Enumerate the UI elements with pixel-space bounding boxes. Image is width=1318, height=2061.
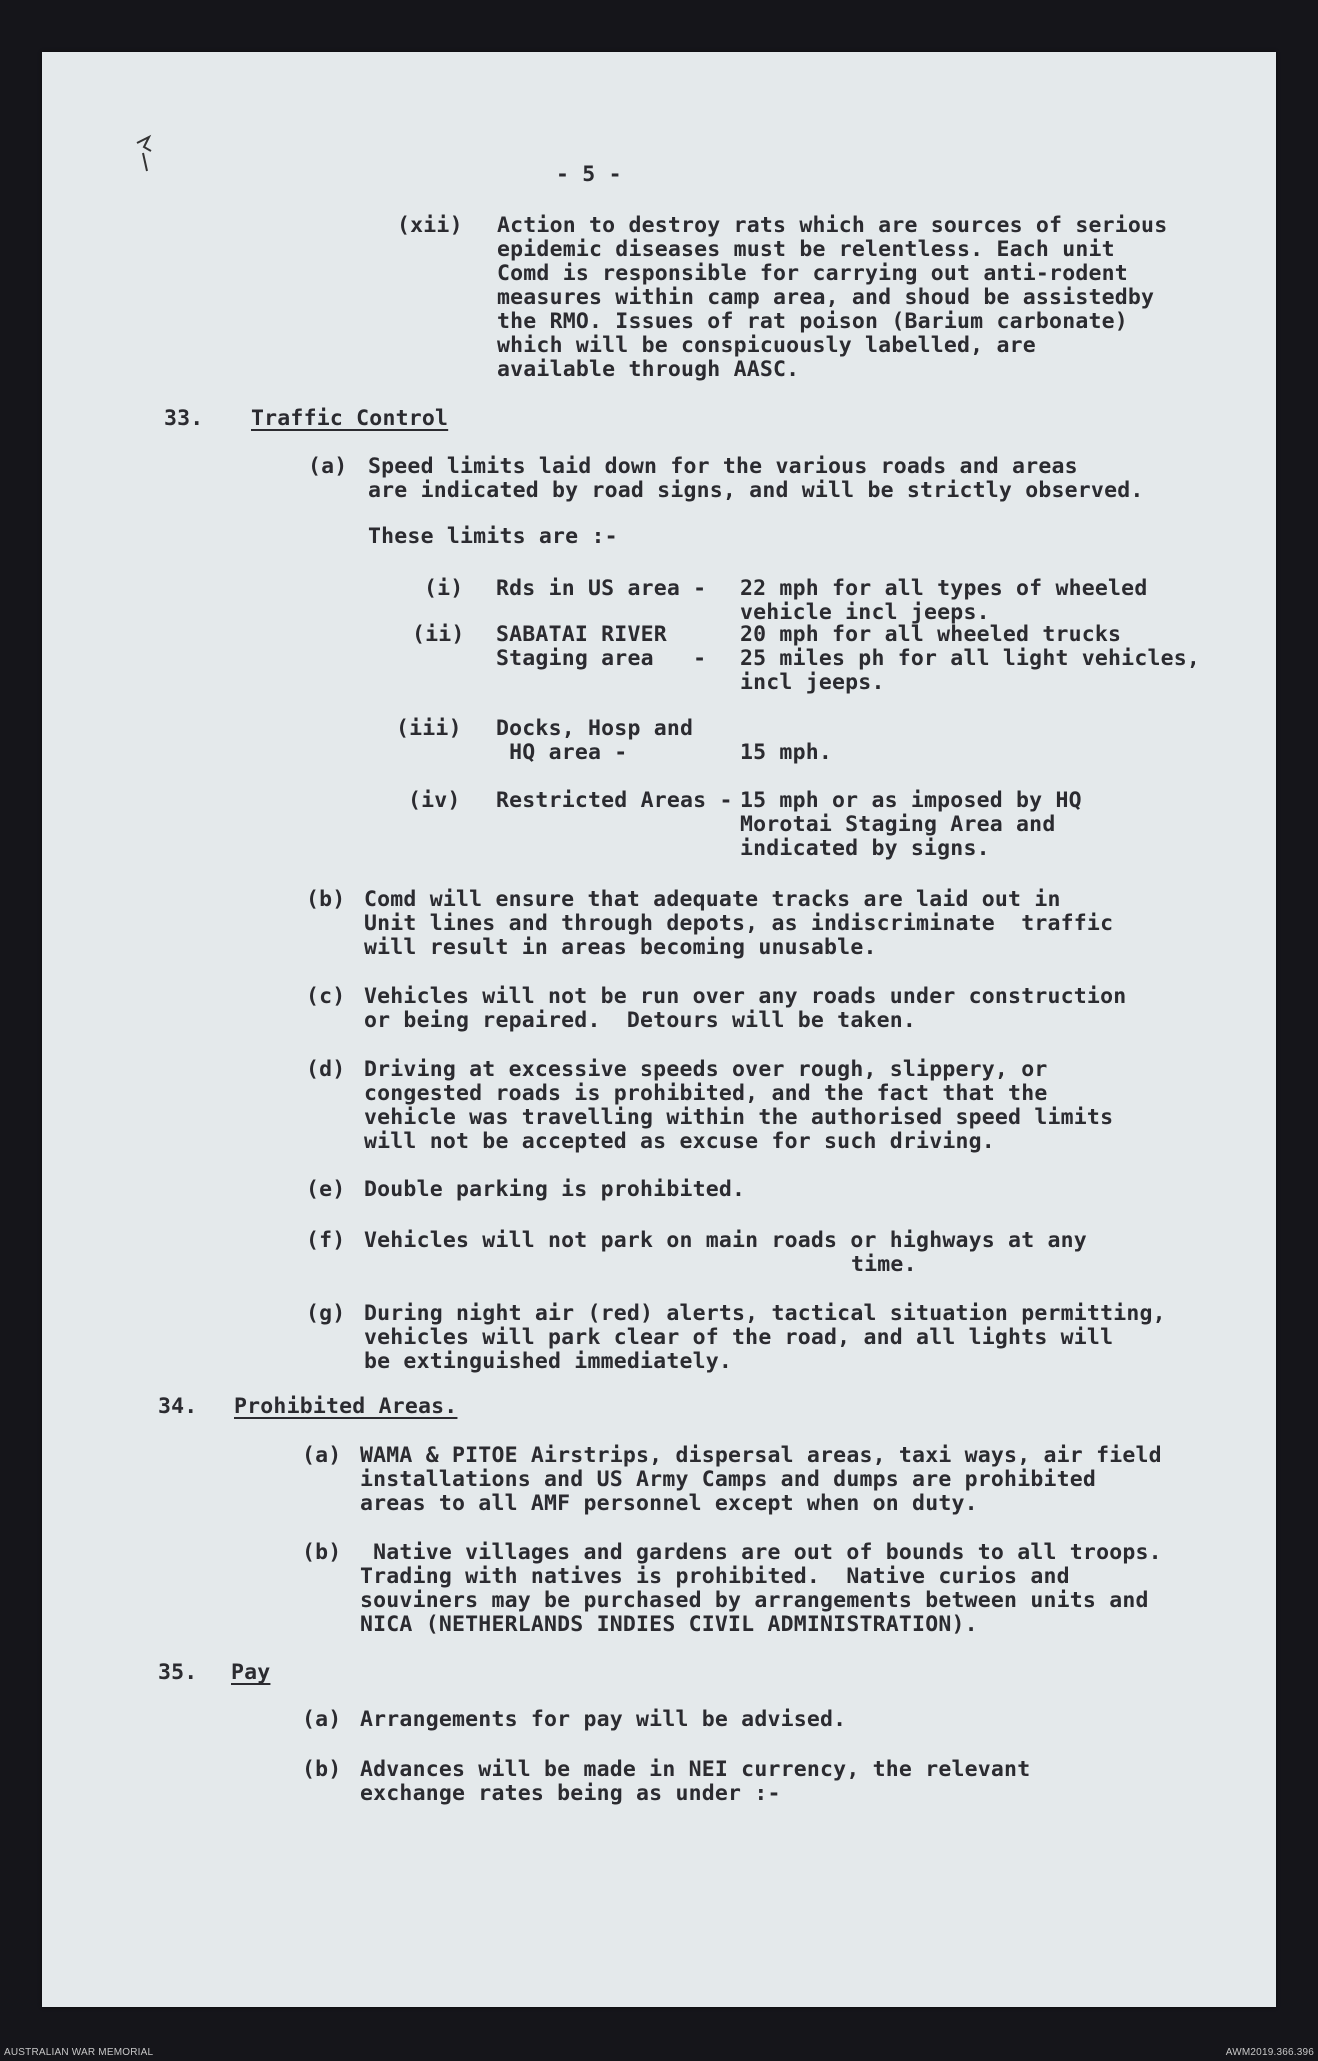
item-33d-line: will not be accepted as excuse for such driving. [364, 1129, 995, 1154]
item-34b-line: Native villages and gardens are out of bounds to all troops. [360, 1540, 1162, 1565]
ink-mark [135, 133, 153, 173]
item-34a-line: areas to all AMF personnel except when on duty. [360, 1491, 978, 1516]
item-34b-label: (b) [302, 1540, 342, 1565]
item-33a-line: Speed limits laid down for the various roads and areas [368, 454, 1078, 479]
section-34-heading: Prohibited Areas. [234, 1394, 458, 1419]
item-33e-label: (e) [306, 1177, 346, 1202]
limit-i-text: vehicle incl jeeps. [740, 600, 990, 625]
item-33b-line: Unit lines and through depots, as indiscriminate traffic [364, 911, 1114, 936]
item-xii-line: epidemic diseases must be relentless. Each unit [497, 237, 1115, 262]
item-35b-line: exchange rates being as under :- [360, 1781, 781, 1806]
limit-iii-text: 15 mph. [740, 740, 833, 765]
section-33-heading: Traffic Control [251, 406, 449, 431]
item-xii-line: Comd is responsible for carrying out anti-rodent [497, 261, 1128, 286]
item-33d-line: Driving at excessive speeds over rough, slippery, or [364, 1057, 1048, 1082]
page-number: - 5 - [556, 162, 622, 187]
limit-iv-area: Restricted Areas - [496, 788, 733, 813]
item-34a-line: WAMA & PITOE Airstrips, dispersal areas, taxi ways, air field [360, 1443, 1162, 1468]
limit-ii-text: incl jeeps. [740, 670, 885, 695]
limit-ii-label: (ii) [412, 622, 465, 647]
item-34b-line: Trading with natives is prohibited. Native curios and [360, 1564, 1070, 1589]
item-33d-line: congested roads is prohibited, and the fact that the [364, 1081, 1048, 1106]
item-xii-line: which will be conspicuously labelled, are [497, 333, 1036, 358]
item-34b-line: NICA (NETHERLANDS INDIES CIVIL ADMINISTRATION). [360, 1612, 978, 1637]
limit-ii-area: Staging area - [496, 646, 707, 671]
item-33f-line: Vehicles will not park on main roads or highways at any [364, 1228, 1087, 1253]
item-35a-text: Arrangements for pay will be advised. [360, 1707, 847, 1732]
item-33g-line: During night air (red) alerts, tactical situation permitting, [364, 1301, 1166, 1326]
limit-iv-label: (iv) [408, 788, 461, 813]
item-33d-line: vehicle was travelling within the authorised speed limits [364, 1105, 1114, 1130]
limit-iii-area: Docks, Hosp and [496, 716, 694, 741]
item-xii-line: the RMO. Issues of rat poison (Barium carbonate) [497, 309, 1128, 334]
limit-iv-text: 15 mph or as imposed by HQ [740, 788, 1082, 813]
limit-ii-area: SABATAI RIVER [496, 622, 667, 647]
section-35-heading: Pay [231, 1660, 271, 1685]
item-33g-line: be extinguished immediately. [364, 1349, 733, 1374]
item-35b-label: (b) [302, 1757, 342, 1782]
section-33-number: 33. [164, 406, 204, 431]
footer-institution: AUSTRALIAN WAR MEMORIAL [4, 2047, 154, 2058]
limit-iv-text: Morotai Staging Area and [740, 812, 1056, 837]
item-34a-label: (a) [302, 1443, 342, 1468]
item-33f-line: time. [851, 1252, 917, 1277]
item-33a-label: (a) [308, 454, 348, 479]
item-34b-line: souviners may be purchased by arrangements between units and [360, 1588, 1149, 1613]
limit-ii-text: 25 miles ph for all light vehicles, [740, 646, 1201, 671]
limit-i-text: 22 mph for all types of wheeled [740, 576, 1148, 601]
item-33a-line: are indicated by road signs, and will be strictly observed. [368, 478, 1144, 503]
limits-intro: These limits are :- [368, 524, 618, 549]
item-xii-line: measures within camp area, and shoud be assistedby [497, 285, 1155, 310]
item-34a-line: installations and US Army Camps and dumps are prohibited [360, 1467, 1097, 1492]
section-35-number: 35. [158, 1660, 198, 1685]
item-33c-line: Vehicles will not be run over any roads under construction [364, 984, 1127, 1009]
item-33f-label: (f) [306, 1228, 346, 1253]
item-33b-line: will result in areas becoming unusable. [364, 935, 877, 960]
limit-iii-label: (iii) [396, 716, 462, 741]
limit-iii-area: HQ area - [496, 740, 628, 765]
item-xii-label: (xii) [397, 213, 463, 238]
item-33g-label: (g) [306, 1301, 346, 1326]
item-xii-line: available through AASC. [497, 357, 800, 382]
limit-iv-text: indicated by signs. [740, 836, 990, 861]
item-33e-text: Double parking is prohibited. [364, 1177, 746, 1202]
item-33c-line: or being repaired. Detours will be taken. [364, 1008, 917, 1033]
item-33d-label: (d) [306, 1057, 346, 1082]
footer-accession-number: AWM2019.366.396 [1225, 2047, 1314, 2058]
item-33b-label: (b) [306, 887, 346, 912]
limit-i-area: Rds in US area - [496, 576, 707, 601]
item-35b-line: Advances will be made in NEI currency, the relevant [360, 1757, 1031, 1782]
item-33g-line: vehicles will park clear of the road, and all lights will [364, 1325, 1114, 1350]
section-34-number: 34. [158, 1394, 198, 1419]
item-33c-label: (c) [306, 984, 346, 1009]
item-xii-line: Action to destroy rats which are sources of serious [497, 213, 1168, 238]
item-35a-label: (a) [302, 1707, 342, 1732]
item-33b-line: Comd will ensure that adequate tracks are laid out in [364, 887, 1061, 912]
limit-i-label: (i) [424, 576, 464, 601]
limit-ii-text: 20 mph for all wheeled trucks [740, 622, 1122, 647]
